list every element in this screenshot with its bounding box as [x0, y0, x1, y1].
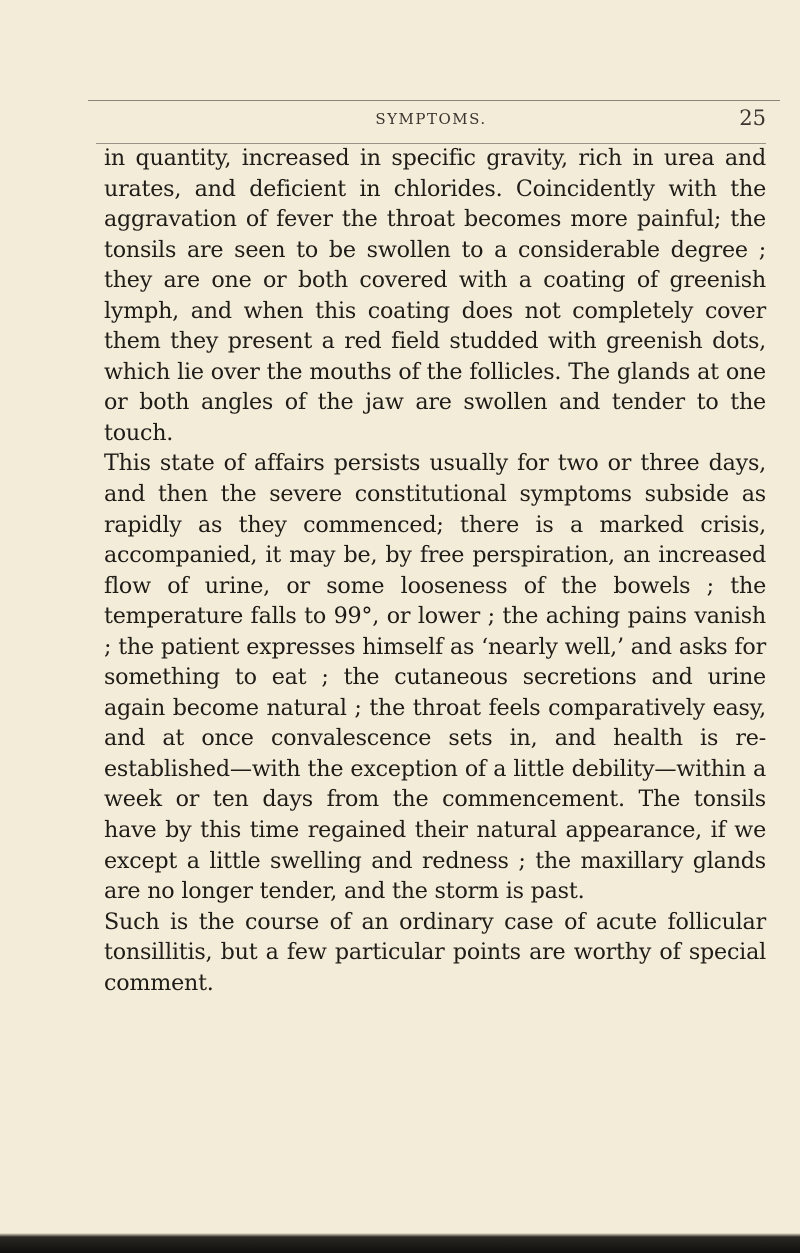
page-bottom-edge: [0, 1233, 800, 1253]
page-number: 25: [739, 106, 766, 130]
body-text: [104, 143, 766, 998]
paragraph-2: This state of affairs persists usually for two or three days, and then the severe constitutional symptoms subside as rapidly as they commenced; there is a marked crisis, accompanied, it may be, by free perspiration, an increased flow of urine, or some looseness of the bowels ; the temperature falls to 99°, or lower ; the aching pains vanish ; the patient expresses himself as ‘nearly well,’ and asks for something to eat ; the cutaneous secretions and urine again become natural ; the throat feels comparatively easy, and at once convalescence sets in, and health is re-established—with the exception of a little debility—within a week or ten days from the commencement. The tonsils have by this time regained their natural appearance, if we except a little swelling and redness ; the maxillary glands are no longer tender, and the storm is past.: [104, 450, 766, 905]
running-head: [96, 108, 766, 134]
top-rule: [88, 100, 780, 101]
paragraph-3: Such is the course of an ordinary case of acute follicular tonsillitis, but a few particular points are worthy of special comment.: [104, 908, 766, 996]
paragraph-1: in quantity, increased in specific gravity, rich in urea and urates, and deficient in chlorides. Coincidently with the aggravation of fever the throat becomes more painful; the tonsils are seen to be swollen to a considerable degree ; they are one or both covered with a coating of greenish lymph, and when this coating does not completely cover them they present a red field studded with greenish dots, which lie over the mouths of the follicles. The glands at one or both angles of the jaw are swollen and tender to the touch.: [104, 145, 766, 446]
running-head-title: SYMPTOMS.: [375, 110, 487, 128]
